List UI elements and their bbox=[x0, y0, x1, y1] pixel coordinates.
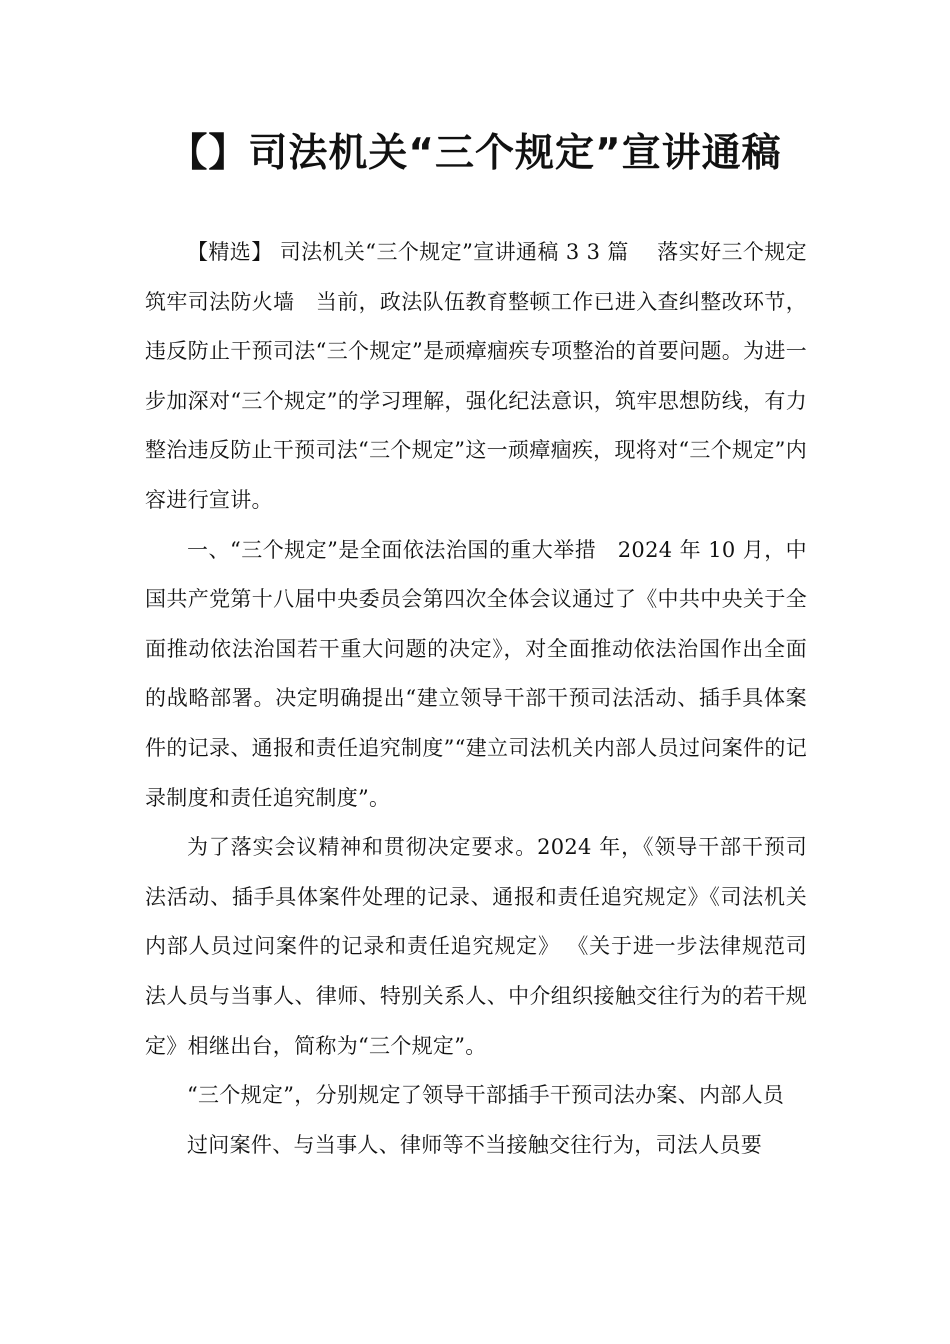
paragraph-three-rules: “三个规定”，分别规定了领导干部插手干预司法办案、内部人员 bbox=[187, 1083, 785, 1108]
document-body bbox=[145, 228, 836, 1170]
document-title: 【】司法机关“三个规定”宣讲通稿 bbox=[168, 131, 782, 176]
paragraph-regulations: 为了落实会议精神和贯彻决定要求。2024 年，《领导干部干预司法活动、插手具体案件处理的记录、通报和责任追究规定》《司法机关内部人员过问案件的记录和责任追究规定》 《关于进一步法律规范司法人员与当事人、律师、特别关系人、中介组织接触交往行为的若干规定》相继出台，简称为“三个规定”。 bbox=[145, 835, 807, 1058]
paragraph-intro: 【精选】 司法机关“三个规定”宣讲通稿 3 3 篇 落实好三个规定 筑牢司法防火墙 当前，政法队伍教育整顿工作已进入查纠整改环节，违反防止干预司法“三个规定”是顽瘴痼疾专项整治的首要问题。为进一步加深对“三个规定”的学习理解，强化纪法意识，筑牢思想防线，有力整治违反防止干预司法“三个规定”这一顽瘴痼疾，现将对“三个规定”内容进行宣讲。 bbox=[145, 240, 836, 512]
paragraph-continued: 过问案件、与当事人、律师等不当接触交往行为，司法人员要 bbox=[187, 1132, 763, 1157]
paragraph-section-one: 一、“三个规定”是全面依法治国的重大举措 2024 年 10 月，中国共产党第十八届中央委员会第四次全体会议通过了《中共中央关于全面推动依法治国若干重大问题的决定》，对全面推动依法治国作出全面的战略部署。决定明确提出“建立领导干部干预司法活动、插手具体案件的记录、通报和责任追究制度”“建立司法机关内部人员过问案件的记录制度和责任追究制度”。 bbox=[145, 537, 807, 810]
